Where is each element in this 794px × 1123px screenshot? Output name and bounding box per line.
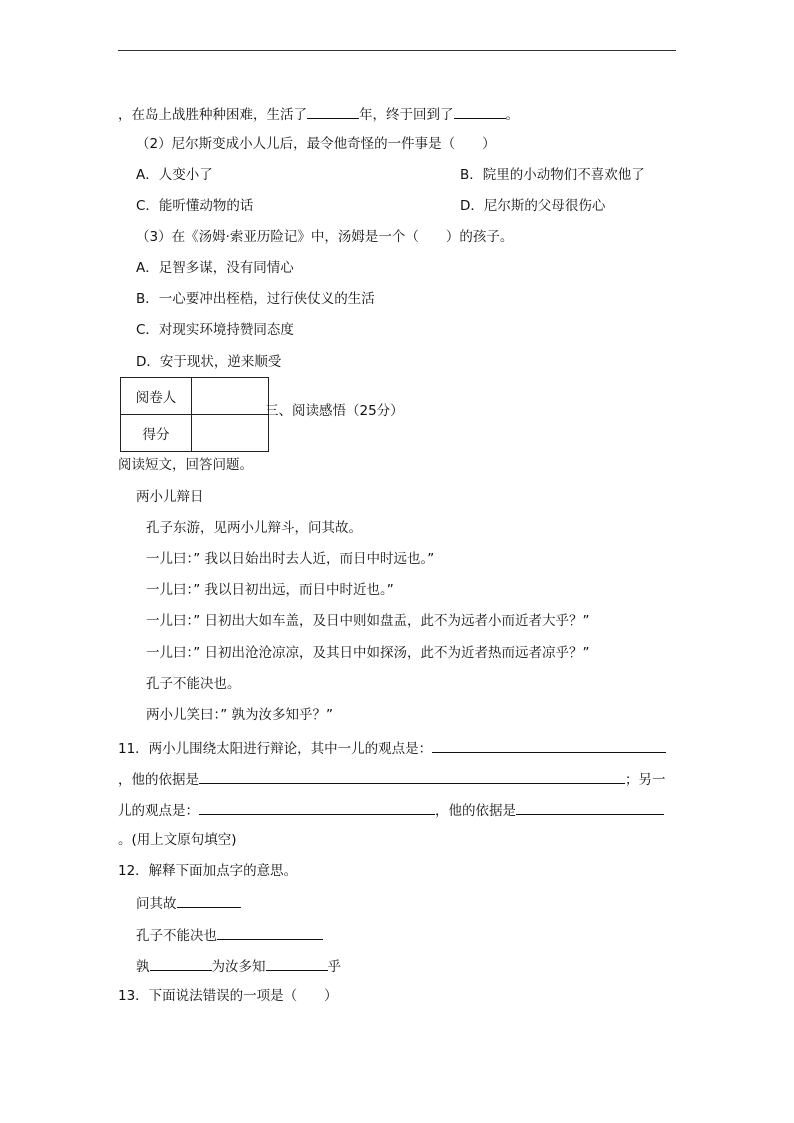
q2-option-a[interactable]: A．人变小了 [136,167,213,183]
passage-line: 一儿曰：” 我以日始出时去人近，而日中时远也。” [146,551,435,567]
reviewer-label: 阅卷人 [121,378,192,415]
passage-line: 孔子东游，见两小儿辩斗，问其故。 [146,520,362,536]
prev-question-tail [118,104,519,124]
q12-stem: 12．解释下面加点字的意思。 [118,863,298,879]
q12-item-1 [136,893,241,913]
score-cell[interactable] [192,415,269,452]
passage-line: 一儿曰：” 我以日初出远，而日中时近也。” [146,582,394,598]
q3-option-c[interactable]: C．对现实环境持赞同态度 [136,322,294,338]
q11-line-4: 。(用上文原句填空) [118,832,237,848]
q12-item-2-text: 孔子不能决也 [136,928,217,944]
q12-item-2 [136,925,323,945]
q12-item-1-text: 问其故 [136,896,177,912]
reviewer-cell[interactable] [192,378,269,415]
answer-blank-gu[interactable] [177,893,241,908]
score-table [120,377,269,452]
q2-option-c[interactable]: C．能听懂动物的话 [136,198,254,214]
answer-blank-view-2[interactable] [199,800,435,815]
answer-blank-shu[interactable] [150,956,212,971]
q3-option-a[interactable]: A．足智多谋，没有同情心 [136,260,294,276]
q11-text-2b: ；另一 [625,772,666,788]
passage-line: 一儿曰：” 日初出沧沧凉凉，及其日中如探汤，此不为近者热而远者凉乎？” [146,645,590,661]
q2-option-b[interactable]: B．院里的小动物们不喜欢他了 [460,167,645,183]
score-label: 得分 [121,415,192,452]
q13-stem: 13．下面说法错误的一项是（ ） [118,988,338,1004]
answer-blank-basis-2[interactable] [516,800,664,815]
prev-tail-text-2: 年，终于回到了 [359,107,454,123]
q3-option-d[interactable]: D．安于现状，逆来顺受 [136,354,282,370]
q11-line-3 [118,800,664,820]
q11-line-1 [118,738,666,758]
header-rule [118,50,676,51]
q12-item-3-text-c: 乎 [327,959,341,975]
answer-blank-years[interactable] [307,104,359,119]
q2-option-d[interactable]: D．尼尔斯的父母很伤心 [460,198,606,214]
answer-blank-basis-1[interactable] [199,769,625,784]
answer-blank-zhi[interactable] [266,956,328,971]
instruction: 阅读短文，回答问题。 [118,457,253,473]
q12-item-3 [136,956,341,976]
section-title: 三、阅读感悟（25分） [265,403,404,419]
q2-stem: （2）尼尔斯变成小人儿后，最令他奇怪的一件事是（ ） [136,136,496,152]
passage-line: 孔子不能决也。 [146,676,241,692]
q11-text-3a: 儿的观点是： [118,803,199,819]
passage-line: 两小儿笑曰：” 孰为汝多知乎？” [146,707,334,723]
answer-blank-jue[interactable] [217,925,323,940]
q3-option-b[interactable]: B．一心要冲出桎梏，过行侠仗义的生活 [136,291,375,307]
q11-text-2a: ，他的依据是 [118,772,199,788]
answer-blank-place[interactable] [454,104,506,119]
q11-text-1: 11．两小儿围绕太阳进行辩论，其中一儿的观点是： [118,741,433,757]
passage-title: 两小儿辩日 [136,489,204,505]
prev-tail-text-3: 。 [505,107,519,123]
q3-stem: （3）在《汤姆·索亚历险记》中，汤姆是一个（ ）的孩子。 [136,229,514,245]
q11-line-2 [118,769,666,789]
q11-text-3b: ，他的依据是 [435,803,516,819]
prev-tail-text-1: ，在岛上战胜种种困难，生活了 [118,107,307,123]
q12-item-3-text-a: 孰 [136,959,150,975]
answer-blank-view-1[interactable] [432,738,666,753]
q12-item-3-text-b: 为汝多知 [211,959,266,975]
passage-line: 一儿曰：” 日初出大如车盖，及日中则如盘盂，此不为远者小而近者大乎？” [146,613,590,629]
